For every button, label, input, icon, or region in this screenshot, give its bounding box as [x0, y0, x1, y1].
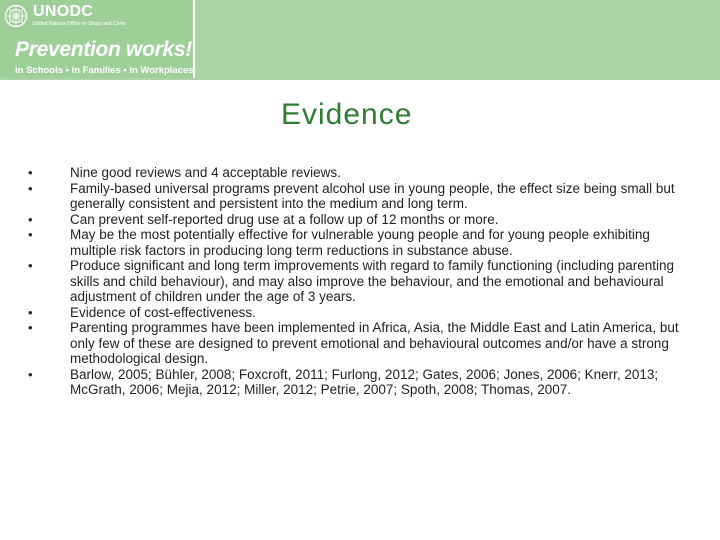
bullet-icon: • — [28, 211, 33, 227]
page-title: Evidence — [281, 98, 413, 131]
list-item — [28, 165, 683, 181]
list-item-text: Evidence of cost-effectiveness. — [70, 304, 256, 320]
bullet-icon: • — [28, 258, 33, 273]
list-item — [28, 227, 683, 258]
list-item-text: May be the most potentially effective for vulnerable young people and for young people exhibiting multiple risk factors in producing long term reductions in substance abuse. — [70, 227, 650, 258]
bullet-list — [28, 165, 683, 398]
list-item — [28, 258, 683, 305]
bullet-icon: • — [28, 227, 33, 242]
list-item — [28, 305, 683, 321]
logo-panel — [0, 0, 195, 78]
list-item — [28, 212, 683, 228]
header-banner — [0, 0, 720, 80]
list-item-text: Parenting programmes have been implemented in Africa, Asia, the Middle East and Latin America, but only few of these are designed to prevent emotional and behavioural outcomes and/or have a strong methodological design. — [70, 320, 679, 366]
list-item-text: Barlow, 2005; Bühler, 2008; Foxcroft, 2011; Furlong, 2012; Gates, 2006; Jones, 2006; Knerr, 2013; McGrath, 2006; Mejia, 2012; Miller, 2012; Petrie, 2007; Spoth, 2008; Thomas, 2007. — [70, 366, 659, 397]
list-item — [28, 181, 683, 212]
org-subtitle: United Nations Office on Drugs and Crime — [33, 21, 127, 27]
bullet-icon: • — [28, 366, 33, 382]
un-emblem-icon — [4, 4, 28, 28]
list-item-text: Produce significant and long term improvements with regard to family functioning (including parenting skills and child behaviour), and may also improve the behaviour, and the emotional and behavioural adjustment of children under the age of 3 years. — [70, 258, 675, 304]
org-name: UNODC — [33, 3, 94, 20]
bullet-icon: • — [28, 165, 33, 180]
tagline: in Schools • in Families • in Workplaces — [15, 65, 194, 76]
list-item — [28, 367, 683, 398]
list-item-text: Nine good reviews and 4 acceptable reviews. — [70, 165, 341, 180]
list-item — [28, 320, 683, 367]
list-item-text: Family-based universal programs prevent alcohol use in young people, the effect size being small but generally consistent and persistent into the medium and long term. — [70, 180, 675, 211]
bullet-icon: • — [28, 320, 33, 335]
slogan: Prevention works! — [15, 38, 192, 61]
list-item-text: Can prevent self-reported drug use at a follow up of 12 months or more. — [70, 211, 499, 227]
bullet-icon: • — [28, 180, 33, 196]
bullet-icon: • — [28, 304, 33, 320]
